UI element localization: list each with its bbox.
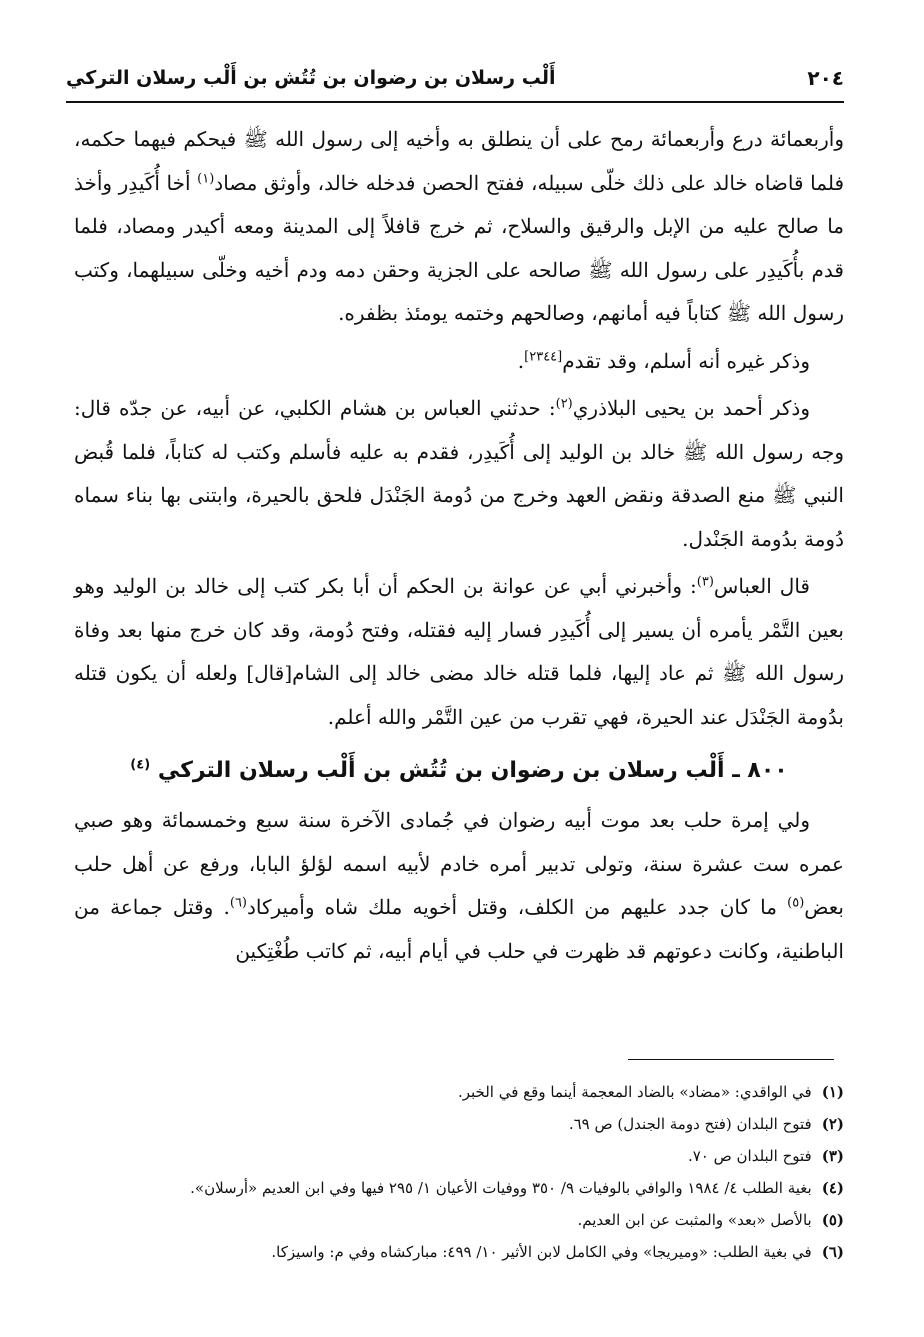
paragraph-2: وذكر غيره أنه أسلم، وقد تقدم[٢٣٤٤]. [517, 348, 810, 373]
footnote: (٣) فتوح البلدان ص ٧٠. [687, 1147, 844, 1165]
main-text [74, 118, 844, 977]
footnote: (٢) فتوح البلدان (فتح دومة الجندل) ص ٦٩. [568, 1115, 844, 1133]
header-rule [66, 101, 844, 103]
footnote-ref-3: (٣) [696, 574, 714, 590]
footnote: (١) في الواقدي: «مضاد» بالضاد المعجمة أينما وقع في الخبر. [457, 1083, 844, 1101]
entry-heading: ٨٠٠ ـ أَلْب رسلان بن رضوان بن تُتُش بن أَلْب رسلان التركي $^{(٤)}$ [130, 757, 788, 783]
footnote: (٤) بغية الطلب ٤/ ١٩٨٤ والوافي بالوفيات ٩/ ٣٥٠ ووفيات الأعيان ١/ ٢٩٥ فيها وفي ابن العديم «أرسلان». [190, 1179, 844, 1197]
footnote-ref-6: (٦) [229, 895, 247, 911]
footnote-ref-2: (٢) [555, 396, 573, 412]
footnote-separator [628, 1059, 834, 1060]
footnotes [120, 1076, 844, 1268]
footnote: (٥) بالأصل «بعد» والمثبت عن ابن العديم. [577, 1211, 844, 1229]
paragraph-3: وذكر أحمد بن يحيى البلاذري$^{(٢)}$: حدثني العباس بن هشام الكلبي، عن أبيه، عن جدّه قال: وجه رسول الله ﷺ خالد بن الوليد إلى أُكَيدِر، فقدم به عليه فأسلم وكتب له كتاباً، فلما قُبض النبي ﷺ منع الصدقة ونقض العهد وخرج من دُومة الجَنْدَل فلحق بالحيرة، وابتنى بها بناء سماه دُومة بدُومة الجَنْدل. [74, 396, 844, 551]
page-number: ٢٠٤ [807, 66, 844, 90]
footnote-ref-1: (١) [197, 170, 215, 186]
paragraph-4: قال العباس$^{(٣)}$: وأخبرني أبي عن عوانة بن الحكم أن أبا بكر كتب إلى خالد بن الوليد وهو بعين التَّمْر يأمره أن يسير إلى أُكَيدِر فسار إليه فقتله، وفتح دُومة، وقد كان خرج منها بعد وفاة رسول الله ﷺ ثم عاد إليها، فلما قتله خالد مضى خالد إلى الشام[قال] ولعله أن يكون قتله بدُومة الجَنْدَل عند الحيرة، فهي تقرب من عين التَّمْر والله أعلم. [74, 574, 844, 729]
page-header [66, 56, 844, 100]
running-title: أَلْب رسلان بن رضوان بن تُتُش بن أَلْب رسلان التركي [66, 67, 556, 89]
footnote-ref-5: (٥) [787, 895, 805, 911]
paragraph-1: وأربعمائة درع وأربعمائة رمح على أن ينطلق به وأخيه إلى رسول الله ﷺ فيحكم فيهما حكمه، فلما قاضاه خالد على ذلك خلّى سبيله، ففتح الحصن فدخله خالد، وأوثق مصاد$^{(١)}$ أخا أُكَيدِر وأخذ ما صالح عليه من الإبل والرقيق والسلاح، ثم خرج قافلاً إلى المدينة ومعه أكيدر ومصاد، فلما قدم بأُكَيدِر على رسول الله ﷺ صالحه على الجزية وحقن دمه ودم أخيه وخلّى سبيلهما، وكتب رسول الله ﷺ كتاباً فيه أمانهم، وصالحهم وختمه يومئذ بظفره. [74, 127, 844, 325]
footnote-ref-4: (٤) [130, 757, 151, 773]
cross-reference: [٢٣٤٤] [524, 348, 563, 364]
footnote: (٦) في بغية الطلب: «وميريجا» وفي الكامل لابن الأثير ١٠/ ٤٩٩: مباركشاه وفي م: واسيزكا. [271, 1243, 844, 1261]
paragraph-5: ولي إمرة حلب بعد موت أبيه رضوان في جُمادى الآخرة سنة سبع وخمسمائة وهو صبي عمره ست عشرة سنة، وتولى تدبير أمره خادم لأبيه اسمه لؤلؤ البابا، ورفع عن أهل حلب بعض$^{(٥)}$ ما كان جدد عليهم من الكلف، وقتل أخويه ملك شاه وأميركاد$^{(٦)}$. وقتل جماعة من الباطنية، وكانت دعوتهم قد ظهرت في حلب في أيام أبيه، ثم كاتب طُغْتِكين [74, 808, 844, 963]
